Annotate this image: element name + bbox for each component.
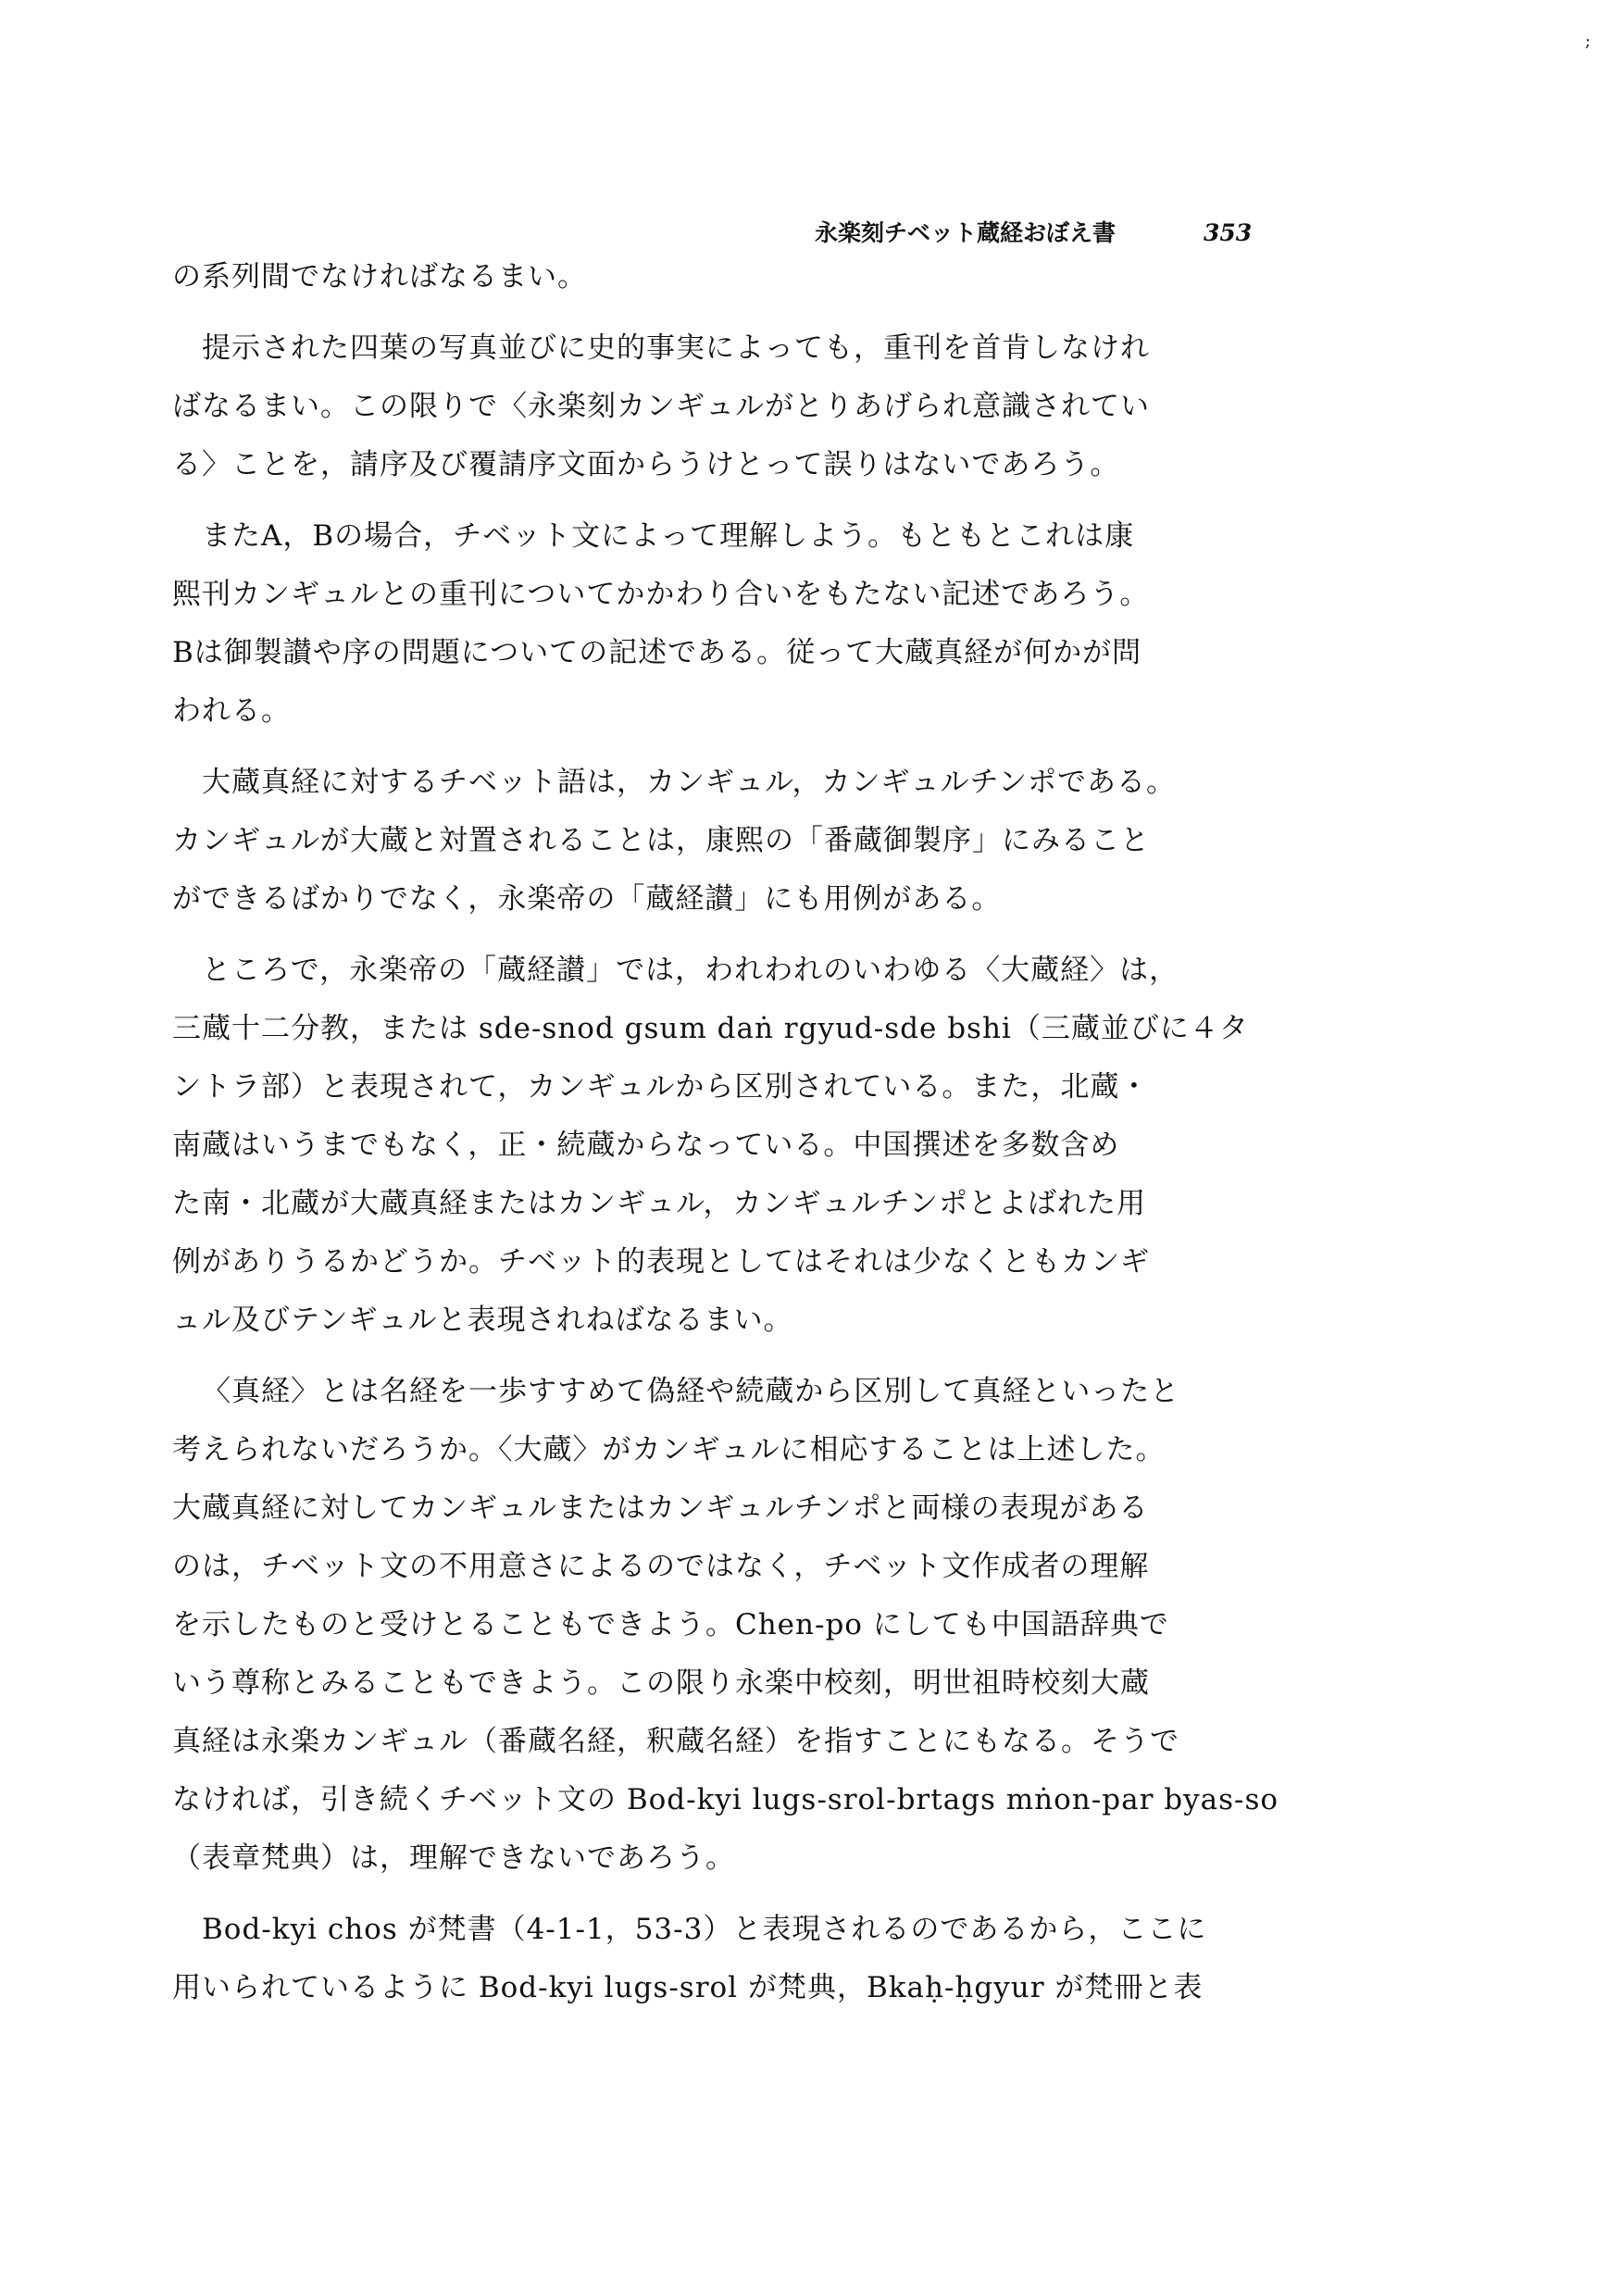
text-line: ントラ部）と表現されて，カンギュルから区別されている。また，北蔵・ bbox=[172, 1070, 1150, 1104]
text-line: のは，チベット文の不用意さによるのではなく，チベット文作成者の理解 bbox=[172, 1550, 1150, 1583]
text-line: Bは御製讃や序の問題についての記述である。従って大蔵真経が何かが問 bbox=[172, 636, 1142, 669]
text-line: る〉ことを，請序及び覆請序文面からうけとって誤りはないであろう。 bbox=[172, 448, 1120, 481]
text-line: ところで，永楽帝の「蔵経讃」では，われわれのいわゆる〈大蔵経〉は， bbox=[202, 954, 1179, 987]
text-line: Bod-kyi chos が梵書（4-1-1，53-3）と表現されるのであるから，ここに bbox=[202, 1913, 1207, 1946]
text-line: 例がありうるかどうか。チベット的表現としてはそれは少なくともカンギ bbox=[172, 1245, 1150, 1279]
text-line: カンギュルが大蔵と対置されることは，康熙の「番蔵御製序」にみること bbox=[172, 824, 1150, 857]
text-line: 大蔵真経に対するチベット語は，カンギュル，カンギュルチンポである。 bbox=[202, 766, 1176, 799]
text-line: を示したものと受けとることもできよう。Chen-po にしても中国語辞典で bbox=[172, 1608, 1169, 1641]
text-line: ュル及びテンギュルと表現されねばなるまい。 bbox=[172, 1304, 793, 1337]
text-line: の系列間でなければなるまい。 bbox=[172, 260, 587, 293]
text-line: 提示された四葉の写真並びに史的事実によっても，重刊を首肯しなけれ bbox=[202, 331, 1150, 365]
text-line: （表章梵典）は，理解できないであろう。 bbox=[172, 1841, 735, 1875]
body-text bbox=[172, 248, 1329, 2017]
text-line: 〈真経〉とは名経を一歩すすめて偽経や続蔵から区別して真経といったと bbox=[202, 1375, 1180, 1408]
text-line: 用いられているように Bod-kyi lugs-srol が梵典，Bkaḥ-ḥgyur が梵冊と表 bbox=[172, 1971, 1204, 2004]
running-title: 永楽刻チベット蔵経おぼえ書 bbox=[815, 219, 1117, 246]
text-line: またA，Bの場合，チベット文によって理解しよう。もともとこれは康 bbox=[202, 519, 1135, 553]
text-line: 熙刊カンギュルとの重刊についてかかわり合いをもたない記述であろう。 bbox=[172, 578, 1150, 611]
text-line: ばなるまい。この限りで〈永楽刻カンギュルがとりあげられ意識されてい bbox=[172, 390, 1150, 423]
text-line: 三蔵十二分教，または sde-snod gsum daṅ rgyud-sde bshi（三蔵並びに４タ bbox=[172, 1012, 1249, 1045]
text-line: た南・北蔵が大蔵真経またはカンギュル，カンギュルチンポとよばれた用 bbox=[172, 1187, 1146, 1220]
text-line: ができるばかりでなく，永楽帝の「蔵経讃」にも用例がある。 bbox=[172, 882, 1002, 916]
text-line: われる。 bbox=[172, 694, 291, 728]
text-line: いう尊称とみることもできよう。この限り永楽中校刻，明世祖時校刻大蔵 bbox=[172, 1666, 1150, 1700]
page-number: 353 bbox=[1204, 219, 1253, 246]
text-line: 南蔵はいうまでもなく，正・続蔵からなっている。中国撰述を多数含め bbox=[172, 1129, 1120, 1162]
text-line: 真経は永楽カンギュル（番蔵名経，釈蔵名経）を指すことにもなる。そうで bbox=[172, 1725, 1179, 1758]
text-line: なければ，引き続くチベット文の Bod-kyi lugs-srol-brtags mṅon-par byas-so bbox=[172, 1783, 1279, 1816]
text-line: 考えられないだろうか。〈大蔵〉がカンギュルに相応することは上述した。 bbox=[172, 1433, 1166, 1466]
edge-mark: ; bbox=[1585, 31, 1591, 51]
text-line: 大蔵真経に対してカンギュルまたはカンギュルチンポと両様の表現がある bbox=[172, 1491, 1149, 1525]
running-header bbox=[815, 215, 1278, 252]
